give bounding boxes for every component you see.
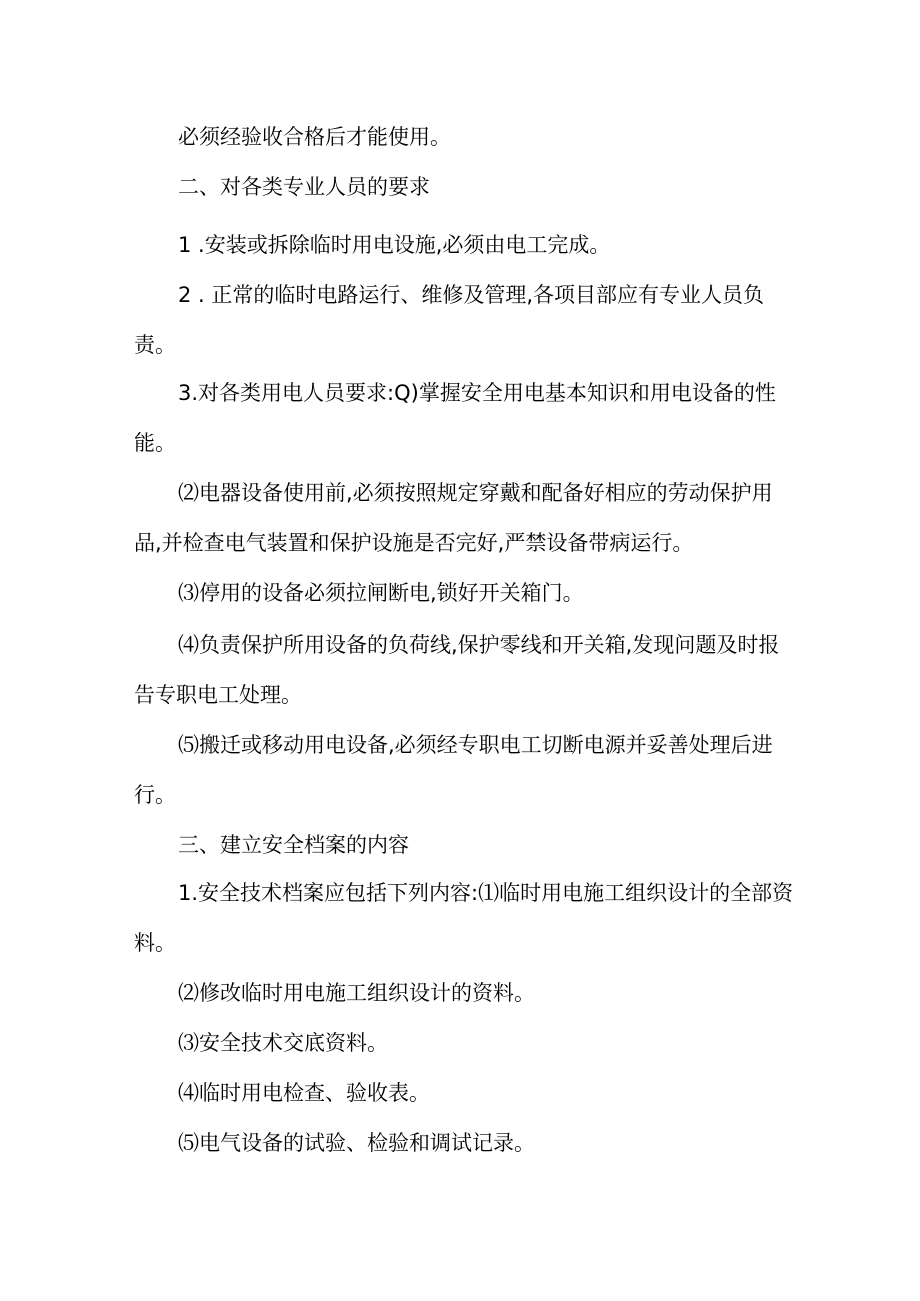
paragraph: 必须经验收合格后才能使用。 xyxy=(178,125,451,149)
paragraph: 1 .安装或拆除临时用电设施,必须由电工完成。 xyxy=(178,233,611,257)
paragraph: ⑵电器设备使用前,必须按照规定穿戴和配备好相应的劳动保护用品,并检查电气装置和保护设施是否完好,严禁设备带病运行。 xyxy=(134,481,773,555)
paragraph: ⑵修改临时用电施工组织设计的资料。 xyxy=(178,981,535,1005)
section-heading: 二、对各类专业人员的要求 xyxy=(178,175,430,199)
paragraph: ⑷负责保护所用设备的负荷线,保护零线和开关箱,发现问题及时报告专职电工处理。 xyxy=(134,633,780,707)
paragraph: ⑸电气设备的试验、检验和调试记录。 xyxy=(178,1131,535,1155)
paragraph: 1.安全技术档案应包括下列内容:⑴临时用电施工组织设计的全部资料。 xyxy=(134,881,794,955)
paragraph: ⑶停用的设备必须拉闸断电,锁好开关箱门。 xyxy=(178,581,584,605)
paragraph: 2 . 正常的临时电路运行、维修及管理,各项目部应有专业人员负责。 xyxy=(134,283,765,357)
paragraph: ⑸搬迁或移动用电设备,必须经专职电工切断电源并妥善处理后进行。 xyxy=(134,733,773,807)
paragraph: ⑶安全技术交底资料。 xyxy=(178,1031,388,1055)
paragraph: ⑷临时用电检查、验收表。 xyxy=(178,1081,430,1105)
section-heading: 三、建立安全档案的内容 xyxy=(178,833,409,857)
paragraph: 3.对各类用电人员要求:Q)掌握安全用电基本知识和用电设备的性能。 xyxy=(134,381,776,455)
